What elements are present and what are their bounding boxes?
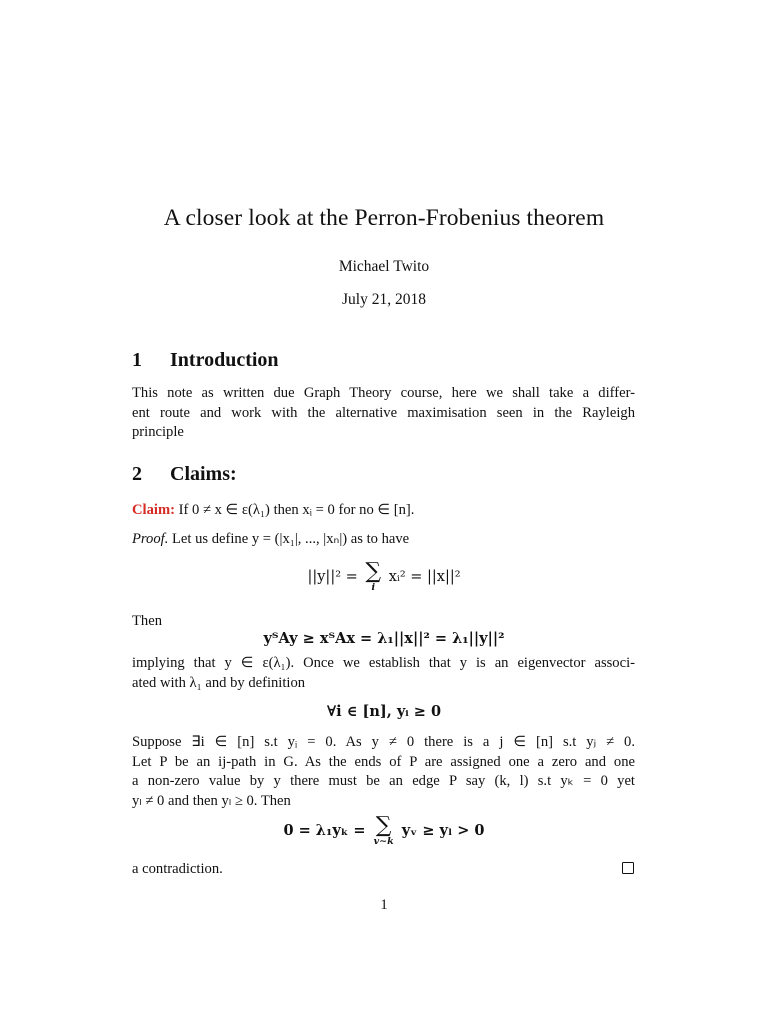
claim-label: Claim:	[132, 502, 175, 518]
claim-text: If 0 ≠ x ∈ ε(λ₁) then xᵢ = 0 for no ∈ [n].	[178, 502, 415, 518]
then-text: Then	[132, 613, 162, 629]
implying-line: ated with λ₁ and by definition	[132, 674, 306, 691]
suppose-paragraph	[132, 733, 635, 811]
implying-paragraph	[132, 654, 635, 693]
implying-line: implying that y ∈ ε(λ₁). Once we establish that y is an eigenvector associ-	[132, 655, 635, 671]
page-number: 1	[380, 897, 388, 913]
paper-author: Michael Twito	[338, 258, 430, 275]
intro-line: ent route and work with the alternative maximisation seen in the Rayleigh	[132, 404, 635, 421]
section-title: Introduction	[170, 349, 279, 371]
equation-norm-right: xᵢ² = ||x||²	[388, 569, 461, 585]
equation-nonnegative: ∀i ∈ [n], yᵢ ≥ 0	[326, 703, 442, 720]
summation-symbol: ∑ v∼k	[373, 813, 394, 847]
suppose-line: a non-zero value by y there must be an edge P say (k, l) s.t yₖ = 0 yet	[132, 773, 635, 790]
equation-norm-left: ||y||² =	[307, 569, 358, 585]
suppose-line: yₗ ≠ 0 and then yₗ ≥ 0. Then	[132, 792, 291, 809]
equation-contradiction-right: yᵥ ≥ yₗ > 0	[401, 822, 485, 839]
proof-label: Proof.	[132, 531, 169, 547]
proof-intro-text: Let us define y = (|x₁|, ..., |xₙ|) as to have	[172, 531, 410, 547]
section-heading-introduction	[132, 349, 279, 372]
claim-statement	[132, 501, 635, 521]
proof-intro	[132, 530, 635, 550]
qed-square-icon	[622, 862, 634, 874]
summation-symbol: ∑ i	[365, 559, 382, 593]
section-heading-claims	[132, 463, 237, 486]
intro-line: principle	[132, 424, 184, 441]
intro-paragraph	[132, 384, 635, 443]
summation-index: i	[371, 582, 376, 593]
summation-index: v∼k	[373, 836, 394, 847]
paper-title: A closer look at the Perron-Frobenius theorem	[163, 205, 605, 231]
section-number: 1	[132, 349, 142, 371]
suppose-line: Suppose ∃i ∈ [n] s.t yᵢ = 0. As y ≠ 0 there is a j ∈ [n] s.t yⱼ ≠ 0.	[132, 734, 635, 750]
equation-rayleigh: yᵀAy ≥ xᵀAx = λ₁||x||² = λ₁||y||²	[263, 630, 505, 647]
equation-contradiction	[0, 815, 768, 847]
equation-norm	[0, 561, 768, 593]
section-title: Claims:	[170, 463, 237, 485]
closing-text: a contradiction.	[132, 861, 223, 877]
suppose-line: Let P be an ij-path in G. As the ends of P are assigned one a zero and one	[132, 753, 635, 770]
paper-date: July 21, 2018	[342, 291, 426, 308]
section-number: 2	[132, 463, 142, 485]
equation-contradiction-left: 0 = λ₁yₖ =	[283, 822, 366, 839]
intro-line: This note as written due Graph Theory course, here we shall take a differ-	[132, 385, 635, 401]
